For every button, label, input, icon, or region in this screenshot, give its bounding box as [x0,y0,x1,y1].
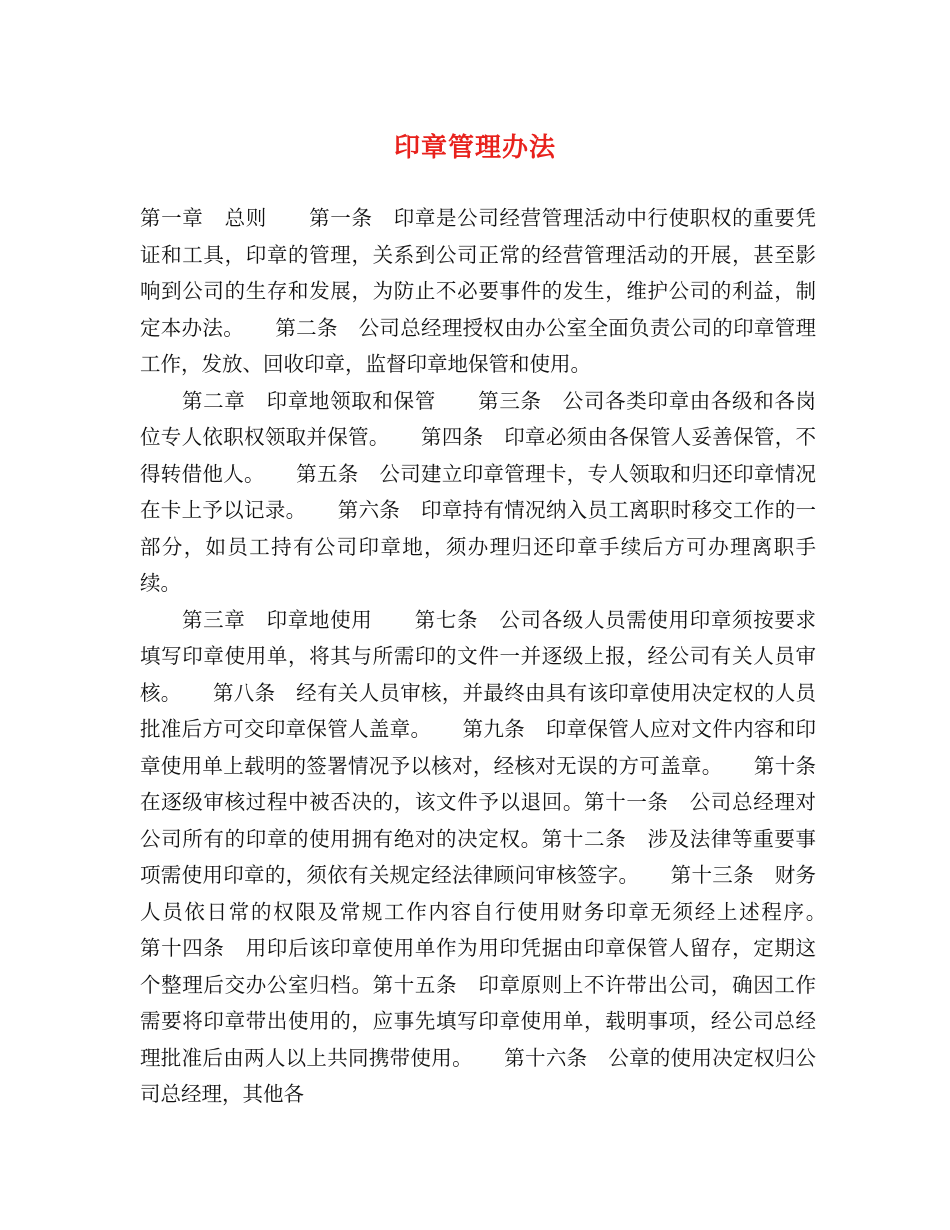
paragraph-chapter-3: 第三章 印章地使用 第七条 公司各级人员需使用印章须按要求填写印章使用单，将其与所需印的文件一并逐级上报，经公司有关人员审核。 第八条 经有关人员审核，并最终由具有该印章使用决定权的人员批准后方可交印章保管人盖章。 第九条 印章保管人应对文件内容和印章使用单上载明的签署情况予以核对，经核对无误的方可盖章。 第十条 在逐级审核过程中被否决的，该文件予以退回。第十一条 公司总经理对公司所有的印章的使用拥有绝对的决定权。第十二条 涉及法律等重要事项需使用印章的，须依有关规定经法律顾问审核签字。 第十三条 财务人员依日常的权限及常规工作内容自行使用财务印章无须经上述程序。 第十四条 用印后该印章使用单作为用印凭据由印章保管人留存，定期这个整理后交办公室归档。第十五条 印章原则上不许带出公司，确因工作需要将印章带出使用的，应事先填写印章使用单，载明事项，经公司总经理批准后由两人以上共同携带使用。 第十六条 公章的使用决定权归公司总经理，其他各 [140,607,857,1106]
paragraph-chapter-2: 第二章 印章地领取和保管 第三条 公司各类印章由各级和各岗位专人依职权领取并保管。 第四条 印章必须由各保管人妥善保管，不得转借他人。 第五条 公司建立印章管理卡，专人领取和归还印章情况在卡上予以记录。 第六条 印章持有情况纳入员工离职时移交工作的一部分，如员工持有公司印章地，须办理归还印章手续后方可办理离职手续。 [140,388,816,595]
paragraph-chapter-1: 第一章 总则 第一条 印章是公司经营管理活动中行使职权的重要凭证和工具，印章的管理，关系到公司正常的经营管理活动的开展，甚至影响到公司的生存和发展，为防止不必要事件的发生，维护公司的利益，制定本办法。 第二条 公司总经理授权由办公室全面负责公司的印章管理工作，发放、回收印章，监督印章地保管和使用。 [140,206,816,376]
page-title: 印章管理办法 [393,133,556,163]
document-body [140,200,857,1113]
